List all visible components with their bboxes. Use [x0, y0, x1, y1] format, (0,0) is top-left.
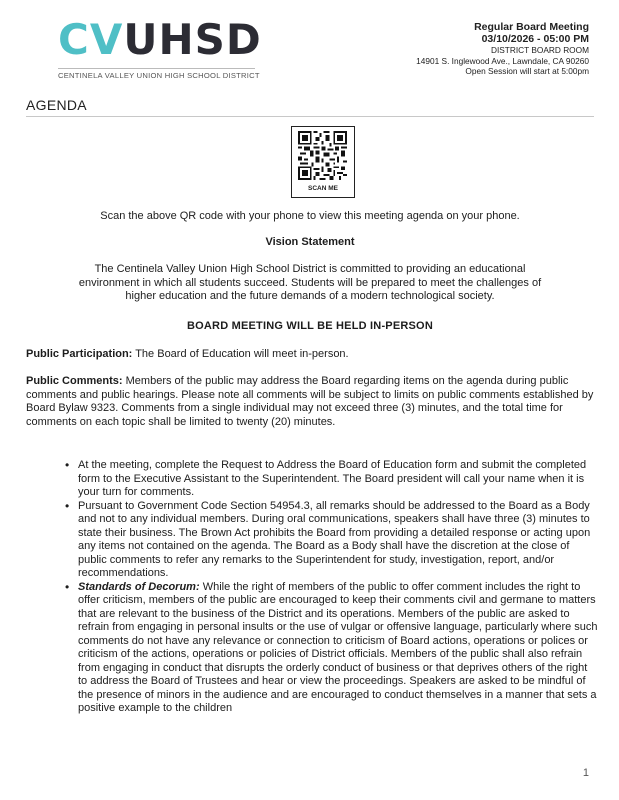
- meeting-address: 14901 S. Inglewood Ave., Lawndale, CA 90260: [416, 55, 589, 66]
- public-comments-text: Members of the public may address the Board regarding items on the agenda during public comments and public hearings. Please note all comments will be subject to limits on public comments established by Board Bylaw 9323. Comments from a single individual may not exceed three (3) minutes, and the total time for comments on each topic shall be limited to twenty (20) minutes.: [26, 375, 594, 428]
- logo-hsd: HSD: [158, 15, 262, 64]
- meeting-location: DISTRICT BOARD ROOM: [490, 45, 589, 55]
- list-item: [78, 459, 598, 500]
- logo-cv: CV: [58, 15, 124, 64]
- public-participation: [26, 348, 596, 362]
- list-item: [78, 581, 598, 716]
- comment-rules-list: [78, 459, 598, 716]
- public-participation-label: Public Participation:: [26, 348, 133, 360]
- public-comments: [26, 375, 596, 429]
- meeting-datetime: 03/10/2026 - 05:00 PM: [481, 33, 589, 45]
- agenda-title: AGENDA: [26, 97, 87, 113]
- logo-u: U: [123, 15, 159, 64]
- page-number: 1: [582, 767, 589, 779]
- public-participation-text: The Board of Education will meet in-person.: [132, 348, 349, 360]
- qr-code[interactable]: [291, 126, 355, 198]
- meeting-type: Regular Board Meeting: [474, 21, 589, 33]
- public-comments-label: Public Comments:: [26, 375, 123, 387]
- list-item: [78, 500, 598, 581]
- list-item-text: Pursuant to Government Code Section 54954.3, all remarks should be addressed to the Board as a Body and not to any individual members. During oral communications, speakers shall have three (3) minutes to state their business. The Brown Act prohibits the Board from providing a detailed response or acting upon any items not contained on the agenda. The Board as a Body shall have the discretion at the close of public comments to refer any remarks to the Superintendent for study, investigation, report, and/or recommendations.: [78, 499, 591, 579]
- district-logo: [58, 15, 262, 80]
- vision-heading: Vision Statement: [265, 236, 355, 248]
- logo-subtitle: CENTINELA VALLEY UNION HIGH SCHOOL DISTRICT: [58, 68, 255, 80]
- header-divider: [26, 116, 594, 117]
- open-session-time: Open Session will start at 5:00pm: [465, 66, 589, 76]
- list-item-text: At the meeting, complete the Request to Address the Board of Education form and submit the completed form to the Executive Assistant to the Superintendent. The Board president will call your name when it is your turn for comments.: [78, 459, 587, 498]
- list-item-text: While the right of members of the public to offer comment includes the right to offer criticism, members of the public are encouraged to keep their comments civil and germane to matters that are relevant to the business of the District and its operations. Members of the public are asked to refrain from engaging in personal insults or the use of vulgar or offensive language, particularly where such comments do not have any relevance or connection to criticism of Board actions, operations or polices or criticism of the actions, operations or policies of District officials. Members of the public shall also refrain from engaging in conduct that disrupts the orderly conduct of business or that deprives others of the right to address the Board of Trustees and hear or view the proceedings. Speakers are asked to be mindful of the presence of minors in the audience and are encouraged to conduct themselves in a manner that sets a positive example to the children: [78, 580, 598, 714]
- decorum-label: Standards of Decorum:: [78, 580, 200, 593]
- qr-code-icon: [298, 131, 347, 180]
- qr-caption: SCAN ME: [308, 185, 338, 192]
- scan-instructions: Scan the above QR code with your phone to view this meeting agenda on your phone.: [100, 210, 520, 222]
- vision-text: The Centinela Valley Union High School District is committed to providing an educational environment in which all students succeed. Students will be prepared to meet the challenges of higher education and the future demands of a modern technological society.: [78, 263, 542, 302]
- board-meeting-heading: BOARD MEETING WILL BE HELD IN-PERSON: [187, 320, 433, 332]
- meeting-info: [416, 21, 589, 77]
- logo-wordmark: [58, 15, 262, 64]
